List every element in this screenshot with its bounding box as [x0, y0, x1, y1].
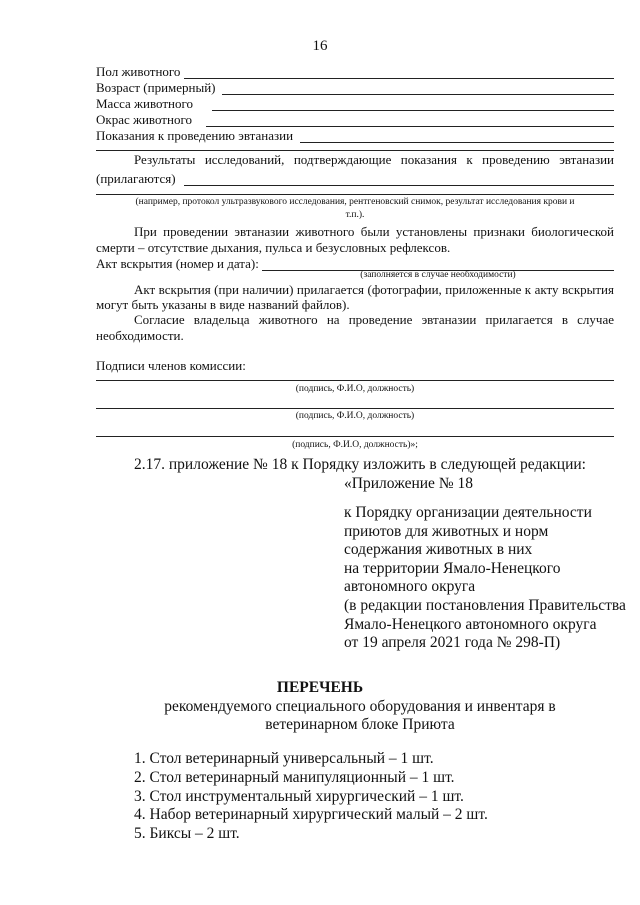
signature-line-3 — [96, 436, 614, 437]
autopsy-attached-line2: могут быть указаны в виде названий файлов). — [96, 297, 350, 312]
list-item: 1. Стол ветеринарный универсальный – 1 шт. — [134, 750, 434, 767]
results-note-line2: т.п.). — [345, 210, 365, 220]
signature-caption-3: (подпись, Ф.И.О, должность)»; — [292, 440, 418, 450]
results-text-1: Результаты исследований, подтверждающие показания к проведению эвтаназии — [134, 152, 614, 167]
appendix-line: от 19 апреля 2021 года № 298-П) — [344, 634, 561, 652]
field-label-weight: Масса животного — [96, 96, 194, 111]
consent-line1-wrap — [96, 312, 614, 328]
results-line — [184, 185, 614, 186]
field-line-weight — [212, 110, 614, 111]
appendix-line: (в редакции постановления Правительства — [344, 596, 626, 614]
appendix-line: содержания животных в них — [344, 541, 533, 559]
field-label-indications: Показания к проведению эвтаназии — [96, 128, 294, 143]
field-label-color: Окрас животного — [96, 112, 192, 127]
death-signs-line2: смерти – отсутствие дыхания, пульса и безусловных рефлексов. — [96, 240, 451, 255]
equipment-list — [134, 750, 488, 844]
appendix-line: Ямало-Ненецкого автономного округа — [344, 615, 597, 633]
signature-line-1 — [96, 380, 614, 381]
page-number: 16 — [312, 38, 328, 54]
field-label-age: Возраст (примерный) — [96, 80, 216, 95]
field-line-color — [206, 126, 614, 127]
autopsy-act-label: Акт вскрытия (номер и дата): — [96, 256, 259, 271]
results-line-2 — [96, 194, 614, 195]
results-paragraph-line1 — [96, 152, 614, 168]
appendix-line: автономного округа — [344, 578, 476, 596]
list-subheading-line2: ветеринарном блоке Приюта — [265, 716, 455, 733]
signature-caption-1: (подпись, Ф.И.О, должность) — [295, 384, 415, 394]
consent-line2: необходимости. — [96, 328, 184, 343]
signature-caption-2: (подпись, Ф.И.О, должность) — [295, 411, 415, 421]
autopsy-note: (заполняется в случае необходимости) — [360, 270, 516, 280]
field-label-species: Пол животного — [96, 64, 181, 79]
appendix-line: на территории Ямало-Ненецкого — [344, 559, 561, 577]
results-paragraph-line2: (прилагаются) — [96, 171, 176, 186]
list-item: 4. Набор ветеринарный хирургический малый – 2 шт. — [134, 806, 488, 824]
appendix-title: «Приложение № 18 — [344, 475, 473, 492]
field-line-age — [222, 94, 614, 95]
appendix-block — [344, 504, 626, 653]
results-note-line1: (например, протокол ультразвукового исследования, рентгеновский снимок, результат исследования крови и — [135, 197, 575, 207]
autopsy-attached-line1-wrap — [96, 282, 614, 298]
appendix-line: приютов для животных и норм — [344, 522, 549, 540]
list-subheading-line1: рекомендуемого специального оборудования и инвентаря в — [164, 698, 556, 715]
field-line-species — [184, 78, 614, 79]
appendix-line: к Порядку организации деятельности — [344, 504, 592, 521]
death-signs-line1-wrap — [96, 224, 614, 240]
list-heading: ПЕРЕЧЕНЬ — [276, 679, 364, 696]
list-item: 5. Биксы – 2 шт. — [134, 825, 240, 843]
autopsy-attached-line1: Акт вскрытия (при наличии) прилагается (фотографии, приложенные к акту вскрытия — [134, 282, 614, 297]
list-item: 3. Стол инструментальный хирургический – 1 шт. — [134, 787, 464, 805]
consent-line1: Согласие владельца животного на проведение эвтаназии прилагается в случае — [134, 312, 614, 327]
death-signs-line1: При проведении эвтаназии животного были установлены признаки биологической — [134, 224, 614, 239]
field-line-indications — [300, 142, 614, 143]
signature-line-2 — [96, 408, 614, 409]
list-item: 2. Стол ветеринарный манипуляционный – 1 шт. — [134, 768, 455, 786]
field-line-indications-2 — [96, 150, 614, 151]
amendment-line: 2.17. приложение № 18 к Порядку изложить в следующей редакции: — [134, 456, 586, 473]
signatures-title: Подписи членов комиссии: — [96, 358, 246, 373]
